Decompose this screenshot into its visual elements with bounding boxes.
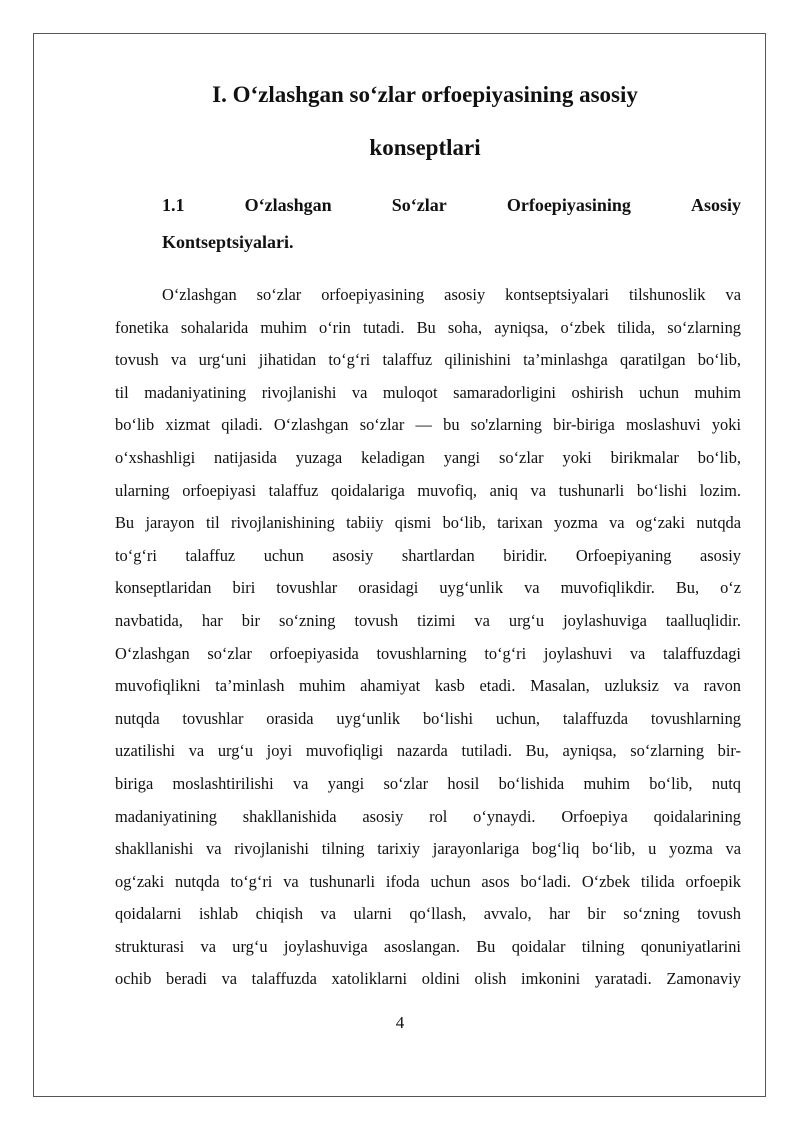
page-title — [110, 68, 740, 174]
paragraph-line: ularning orfoepiyasi talaffuz qoidalariga muvofiq, aniq va tushunarli bo‘lishi lozim. — [115, 480, 741, 500]
section-heading-word: So‘zlar — [391, 195, 447, 215]
paragraph-line: ochib beradi va talaffuzda xatoliklarni oldini olish imkonini yaratadi. Zamonaviy — [115, 969, 741, 989]
page-number: 4 — [395, 1013, 405, 1032]
section-heading-word: O‘zlashgan — [244, 195, 332, 215]
section-heading-line-1 — [162, 187, 741, 224]
paragraph-line: o‘xshashligi natijasida yuzaga keladigan yangi so‘zlar yoki birikmalar bo‘lib, — [115, 447, 741, 467]
title-line-1: I. O‘zlashgan so‘zlar orfoepiyasining asosiy — [212, 82, 638, 107]
paragraph-line: uzatilishi va urg‘u joyi muvofiqligi nazarda tutiladi. Bu, ayniqsa, so‘zlarning bir- — [115, 741, 741, 761]
section-heading-word: Asosiy — [690, 195, 741, 215]
paragraph-line: biriga moslashtirilishi va yangi so‘zlar hosil bo‘lishida muhim bo‘lib, nutq — [115, 773, 741, 793]
title-line-2: konseptlari — [369, 135, 481, 160]
section-heading — [162, 187, 741, 261]
paragraph-line: qoidalarni ishlab chiqish va ularni qo‘llash, avvalo, har bir so‘zning tovush — [115, 904, 741, 924]
paragraph-line: bo‘lib xizmat qiladi. O‘zlashgan so‘zlar — bu so'zlarning bir-biriga moslashuvi yoki — [115, 415, 741, 435]
paragraph-line: til madaniyatining rivojlanishi va muloqot samaradorligini oshirish uchun muhim — [115, 382, 741, 402]
paragraph-line: to‘g‘ri talaffuz uchun asosiy shartlardan biridir. Orfoepiyaning asosiy — [115, 545, 741, 565]
section-number: 1.1 — [162, 195, 185, 215]
paragraph-line: og‘zaki nutqda to‘g‘ri va tushunarli ifoda uchun asos bo‘ladi. O‘zbek tilida orfoepik — [115, 871, 741, 891]
paragraph-line: konseptlaridan biri tovushlar orasidagi uyg‘unlik va muvofiqlikdir. Bu, o‘z — [115, 578, 741, 598]
paragraph-line: O‘zlashgan so‘zlar orfoepiyasida tovushlarning to‘g‘ri joylashuvi va talaffuzdagi — [115, 643, 741, 663]
paragraph-line: strukturasi va urg‘u joylashuviga asoslangan. Bu qoidalar tilning qonuniyatlarini — [115, 936, 741, 956]
paragraph-line: nutqda tovushlar orasida uyg‘unlik bo‘lishi uchun, talaffuzda tovushlarning — [115, 708, 741, 728]
paragraph-line: fonetika sohalarida muhim o‘rin tutadi. Bu soha, ayniqsa, o‘zbek tilida, so‘zlarning — [115, 317, 741, 337]
paragraph-line: madaniyatining shakllanishida asosiy rol o‘ynaydi. Orfoepiya qoidalarining — [115, 806, 741, 826]
paragraph-line: shakllanishi va rivojlanishi tilning tarixiy jarayonlariga bog‘liq bo‘lib, u yozma va — [115, 839, 741, 859]
paragraph-line: tovush va urg‘uni jihatidan to‘g‘ri talaffuz qilinishini ta’minlashga qaratilgan bo‘lib, — [115, 350, 741, 370]
section-heading-word: Orfoepiyasining — [506, 195, 631, 215]
paragraph-line: navbatida, har bir so‘zning tovush tizimi va urg‘u joylashuviga taalluqlidir. — [115, 610, 741, 630]
paragraph-line: muvofiqlikni ta’minlash muhim ahamiyat kasb etadi. Masalan, uzluksiz va ravon — [115, 676, 741, 696]
paragraph-line: O‘zlashgan so‘zlar orfoepiyasining asosiy kontseptsiyalari tilshunoslik va — [162, 285, 741, 304]
paragraph-line: Bu jarayon til rivojlanishining tabiiy qismi bo‘lib, tarixan yozma va og‘zaki nutqda — [115, 513, 741, 533]
body-paragraph — [115, 279, 741, 996]
section-heading-line-2: Kontseptsiyalari. — [162, 232, 294, 252]
